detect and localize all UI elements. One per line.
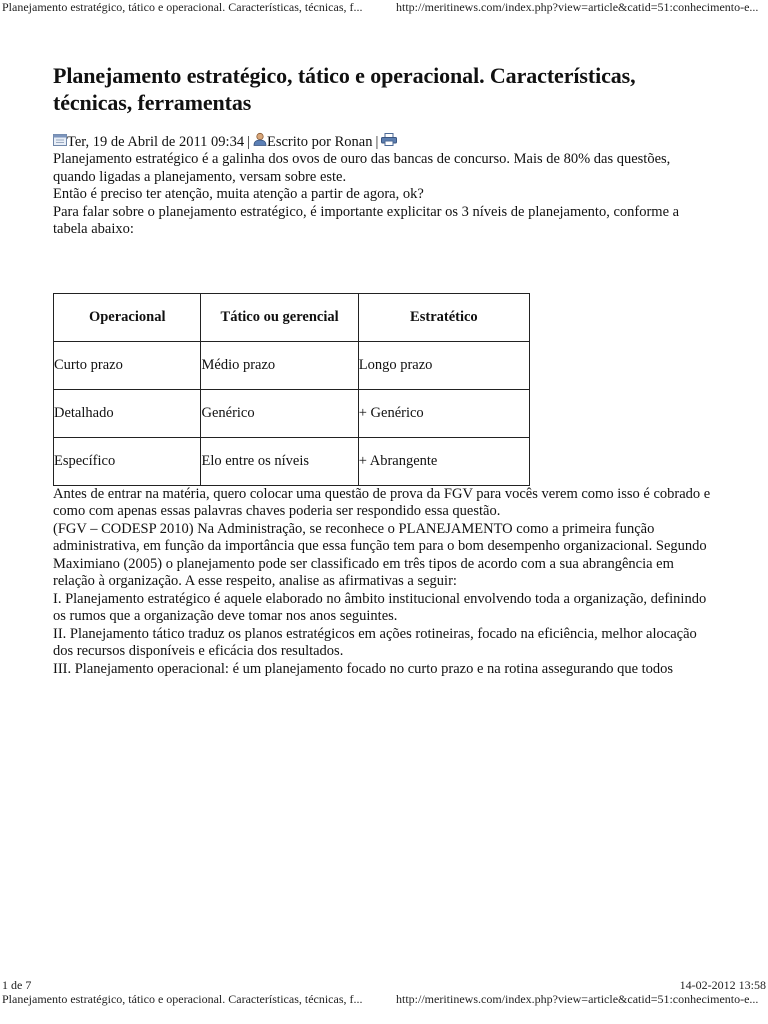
table-header-row (54, 293, 530, 341)
table-cell: + Abrangente (358, 437, 529, 485)
calendar-icon (53, 133, 67, 151)
table-cell: Longo prazo (358, 341, 529, 389)
table-cell: Genérico (201, 389, 358, 437)
print-header-title: Planejamento estratégico, tático e operacional. Características, técnicas, f... (2, 0, 363, 14)
meta-separator: | (247, 133, 250, 150)
paragraph-intro: Planejamento estratégico é a galinha dos ovos de ouro das bancas de concurso. Mais de 80% das questões, quando ligadas a planejamento, versam sobre este. (53, 151, 671, 185)
paragraph-table-intro: Para falar sobre o planejamento estratégico, é importante explicitar os 3 níveis de planejamento, conforme a tabela abaixo: (53, 203, 680, 237)
table-cell: Elo entre os níveis (201, 437, 358, 485)
paragraph-question: (FGV – CODESP 2010) Na Administração, se reconhece o PLANEJAMENTO como a primeira função administrativa, em função da importância que essa função tem para o bom desempenho organizacional. Segundo Maximiano (2005) o planejamento pode ser classificado em três tipos de acordo com a sua abrangência em relação à organização. A esse respeito, analise as afirmativas a seguir: (53, 520, 707, 589)
print-footer (0, 978, 768, 992)
article-date: Ter, 19 de Abril de 2011 09:34 (67, 133, 245, 150)
article-meta (53, 132, 713, 151)
print-footer-url-line (0, 992, 768, 1006)
statement-i: I. Planejamento estratégico é aquele elaborado no âmbito institucional envolvendo toda a organização, definindo os rumos que a organização deve tomar nos anos seguintes. (53, 590, 707, 624)
table-row (54, 341, 530, 389)
statement-iii: III. Planejamento operacional: é um planejamento focado no curto prazo e na rotina assegurando que todos (53, 660, 674, 677)
paragraph-attention: Então é preciso ter atenção, muita atenção a partir de agora, ok? (53, 186, 424, 202)
print-footer-title: Planejamento estratégico, tático e operacional. Características, técnicas, f... (2, 992, 363, 1006)
table-row (54, 437, 530, 485)
printer-icon[interactable] (381, 133, 397, 151)
statement-ii: II. Planejamento tático traduz os planos estratégicos em ações rotineiras, focado na eficiência, melhor alocação dos recursos disponíveis e eficácia dos resultados. (53, 625, 697, 659)
print-timestamp: 14-02-2012 13:58 (679, 978, 766, 992)
print-header-url: http://meritinews.com/index.php?view=article&catid=51:conhecimento-e... (396, 0, 759, 14)
table-cell: + Genérico (358, 389, 529, 437)
table-row (54, 389, 530, 437)
table-header: Tático ou gerencial (201, 293, 358, 341)
article-author: Escrito por Ronan (266, 133, 373, 150)
page-number: 1 de 7 (2, 978, 32, 992)
planning-levels-table (53, 293, 530, 486)
user-icon (253, 132, 267, 151)
print-header (0, 0, 768, 16)
table-cell: Médio prazo (201, 341, 358, 389)
print-footer-url: http://meritinews.com/index.php?view=article&catid=51:conhecimento-e... (396, 992, 759, 1006)
table-cell: Detalhado (54, 389, 201, 437)
article (53, 62, 713, 678)
meta-separator-2: | (375, 133, 379, 150)
table-header: Operacional (54, 293, 201, 341)
table-cell: Específico (54, 437, 201, 485)
table-header: Estratético (358, 293, 529, 341)
article-title: Planejamento estratégico, tático e operacional. Características, técnicas, ferramentas (53, 63, 636, 115)
paragraph-fgv-intro: Antes de entrar na matéria, quero colocar uma questão de prova da FGV para vocês verem como isso é cobrado e como com apenas essas palavras chaves poderia ser respondido essa questão. (53, 485, 711, 519)
table-cell: Curto prazo (54, 341, 201, 389)
